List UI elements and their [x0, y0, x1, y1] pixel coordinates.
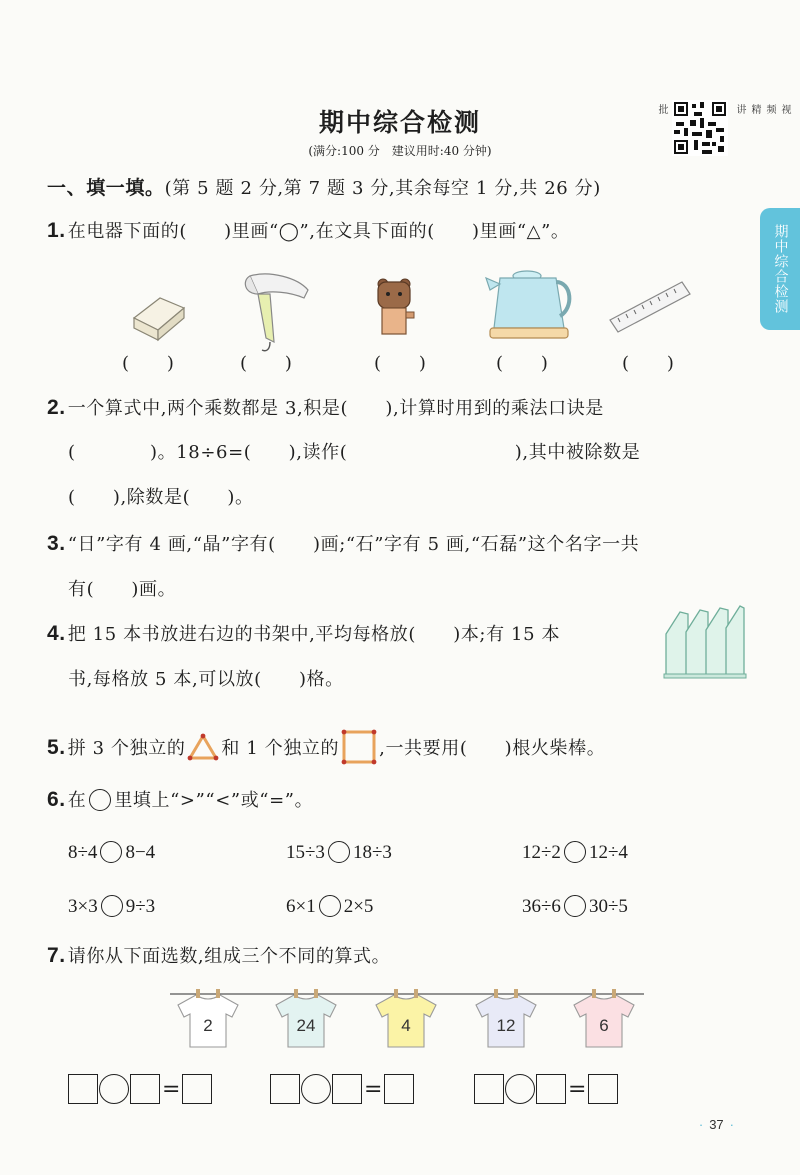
question-4	[47, 622, 560, 647]
answer-box[interactable]	[588, 1074, 618, 1104]
compare-circle[interactable]	[319, 895, 341, 917]
answer-box[interactable]	[68, 1074, 98, 1104]
eraser-icon	[134, 298, 184, 340]
question-1	[47, 219, 570, 244]
shirt-number: 6	[599, 1016, 609, 1035]
compare-left: 15÷3	[286, 842, 325, 863]
clothespin-icon	[414, 989, 418, 998]
page-title: 期中综合检测	[318, 108, 481, 137]
qr-code-icon[interactable]	[672, 100, 728, 156]
operator-circle[interactable]	[505, 1074, 535, 1104]
question-number: 7.	[47, 944, 66, 967]
shirt-number: 2	[203, 1016, 213, 1035]
shirt-number: 4	[401, 1016, 411, 1035]
question-4-line-2[interactable]: 书,每格放 5 本,可以放( )格。	[68, 669, 344, 690]
question-5	[47, 728, 605, 766]
answer-box[interactable]	[270, 1074, 300, 1104]
compare-item	[522, 895, 628, 918]
section-title: 一、填一填。	[47, 177, 165, 199]
compare-item	[522, 841, 628, 864]
page-subtitle: (满分:100 分 建议用时:40 分钟)	[308, 144, 492, 158]
question-number: 4.	[47, 622, 66, 645]
question-2-line-1[interactable]: 一个算式中,两个乘数都是 3,积是( ),计算时用到的乘法口诀是	[67, 398, 604, 419]
answer-box[interactable]	[474, 1074, 504, 1104]
question-5-part-3[interactable]: ,一共要用( )根火柴棒。	[379, 738, 606, 759]
question-1-text: 在电器下面的( )里画“◯”,在文具下面的( )里画“△”。	[67, 221, 570, 242]
question-2-line-3[interactable]: ( ),除数是( )。	[68, 487, 254, 508]
q1-blank-2[interactable]: ( )	[240, 353, 293, 374]
question-4-line-1[interactable]: 把 15 本书放进右边的书架中,平均每格放( )本;有 15 本	[67, 624, 561, 645]
compare-right: 18÷3	[352, 842, 392, 863]
question-3-line-1[interactable]: “日”字有 4 画,“晶”字有( )画;“石”字有 5 画,“石磊”这个名字一共	[67, 534, 640, 555]
clothespin-icon	[216, 989, 220, 998]
q1-pictures	[120, 268, 700, 358]
compare-left: 6×1	[286, 896, 316, 917]
operator-circle[interactable]	[301, 1074, 331, 1104]
operator-circle[interactable]	[99, 1074, 129, 1104]
pencil-sharpener-icon	[378, 279, 414, 334]
question-3	[47, 532, 639, 557]
question-7	[47, 944, 390, 969]
q1-blank-4[interactable]: ( )	[496, 353, 549, 374]
question-6-part-1: 在	[67, 790, 87, 811]
equation-template-2	[270, 1074, 414, 1104]
shirt-card[interactable]	[276, 989, 336, 1047]
clothespin-icon	[314, 989, 318, 998]
qr-left-label: 批	[656, 104, 667, 115]
clothespin-icon	[514, 989, 518, 998]
question-number: 6.	[47, 788, 66, 811]
section-heading	[47, 176, 601, 201]
side-tab[interactable]: 期中综合检测	[760, 208, 800, 330]
question-number: 5.	[47, 736, 66, 759]
compare-item	[68, 895, 155, 918]
compare-right: 30÷5	[588, 896, 628, 917]
kettle-icon	[486, 271, 569, 338]
question-5-part-2: 和 1 个独立的	[221, 738, 340, 759]
question-3-line-2[interactable]: 有( )画。	[68, 579, 177, 600]
compare-right: 12÷4	[588, 842, 628, 863]
page-number: · 37 ·	[698, 1117, 734, 1132]
question-number: 2.	[47, 396, 66, 419]
question-number: 3.	[47, 532, 66, 555]
bookshelf-icon	[660, 604, 748, 680]
section-note: (第 5 题 2 分,第 7 题 3 分,其余每空 1 分,共 26 分)	[164, 178, 601, 199]
answer-box[interactable]	[384, 1074, 414, 1104]
equals-sign: =	[162, 1076, 181, 1102]
equals-sign: =	[364, 1076, 383, 1102]
compare-left: 36÷6	[522, 896, 561, 917]
compare-item	[286, 841, 392, 864]
question-6-part-2: 里填上“>”“<”或“=”。	[114, 790, 314, 811]
shirt-number: 12	[496, 1016, 516, 1035]
question-5-part-1: 拼 3 个独立的	[67, 738, 186, 759]
clothespin-icon	[592, 989, 596, 998]
equation-template-1	[68, 1074, 212, 1104]
q1-blank-5[interactable]: ( )	[622, 353, 675, 374]
qr-right-label: 视频精讲	[734, 104, 790, 115]
equation-template-3	[474, 1074, 618, 1104]
matchstick-triangle-icon	[185, 732, 221, 762]
q1-blank-3[interactable]: ( )	[374, 353, 427, 374]
shirt-card[interactable]	[476, 989, 536, 1047]
question-number: 1.	[47, 219, 66, 242]
equals-sign: =	[568, 1076, 587, 1102]
question-6	[47, 788, 313, 813]
compare-item	[68, 841, 155, 864]
question-7-text: 请你从下面选数,组成三个不同的算式。	[67, 946, 391, 967]
compare-right: 2×5	[343, 896, 374, 917]
shirt-card[interactable]	[376, 989, 436, 1047]
shirt-card[interactable]	[574, 989, 634, 1047]
q1-blank-1[interactable]: ( )	[122, 353, 175, 374]
clothespin-icon	[294, 989, 298, 998]
clothespin-icon	[494, 989, 498, 998]
question-2-line-2[interactable]: ( )。18÷6=( ),读作( ),其中被除数是	[68, 442, 641, 463]
shirt-card[interactable]	[178, 989, 238, 1047]
compare-left: 12÷2	[522, 842, 561, 863]
compare-circle[interactable]	[100, 841, 122, 863]
compare-left: 8÷4	[68, 842, 98, 863]
compare-circle[interactable]	[564, 895, 586, 917]
answer-box[interactable]	[536, 1074, 566, 1104]
compare-left: 3×3	[68, 896, 98, 917]
compare-circle[interactable]	[101, 895, 123, 917]
clothespin-icon	[612, 989, 616, 998]
question-2	[47, 396, 604, 421]
compare-circle[interactable]	[328, 841, 350, 863]
compare-item	[286, 895, 373, 918]
answer-box[interactable]	[182, 1074, 212, 1104]
compare-right: 9÷3	[125, 896, 156, 917]
ruler-icon	[610, 282, 690, 332]
answer-box[interactable]	[332, 1074, 362, 1104]
circle-symbol-icon	[89, 789, 111, 811]
hair-dryer-icon	[245, 274, 308, 351]
page-number-value: 37	[709, 1117, 724, 1132]
clothespin-icon	[196, 989, 200, 998]
compare-right: 8−4	[125, 842, 156, 863]
clothespin-icon	[394, 989, 398, 998]
answer-box[interactable]	[130, 1074, 160, 1104]
matchstick-square-icon	[339, 728, 379, 766]
compare-circle[interactable]	[564, 841, 586, 863]
clothesline	[160, 985, 650, 1055]
shirt-number: 24	[296, 1016, 316, 1035]
